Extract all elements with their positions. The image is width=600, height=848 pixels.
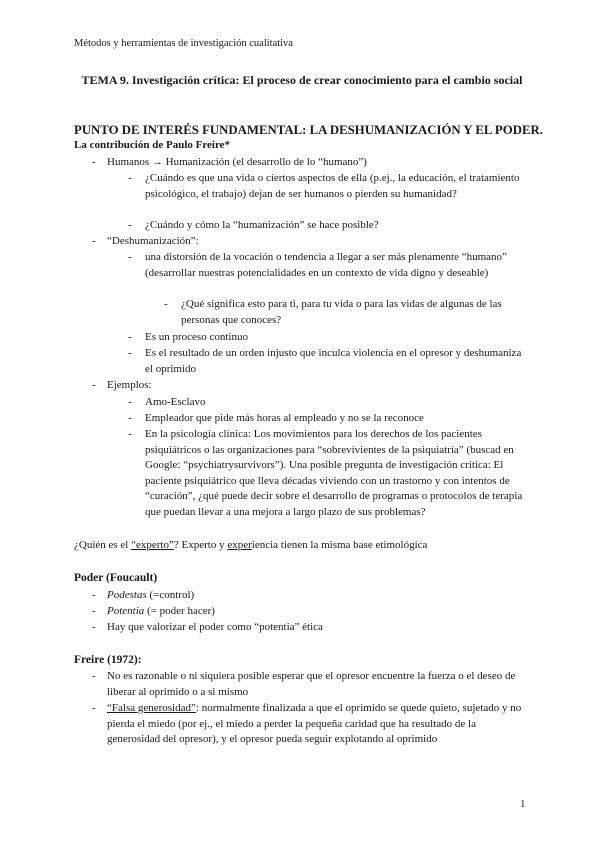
podestas-word: Podestas bbox=[107, 589, 147, 601]
freire-subheading: La contribución de Paulo Freire* bbox=[74, 139, 231, 151]
list-item: Empleador que pide más horas al empleado y no se la reconoce bbox=[145, 412, 424, 424]
list-item: Ejemplos: bbox=[107, 379, 152, 391]
podestas-gloss: (=control) bbox=[146, 589, 195, 601]
bullet-dash: - bbox=[128, 428, 132, 440]
freire-heading: Freire (1972): bbox=[74, 654, 142, 666]
bullet-dash: - bbox=[92, 235, 96, 247]
list-item: Humanos → Humanización (el desarrollo de lo “humano”) bbox=[107, 156, 367, 168]
poder-heading: Poder (Foucault) bbox=[74, 572, 158, 584]
list-item: En la psicología clínica: Los movimientos para los derechos de los pacientes psiquiátricos o las organizaciones para “sobrevivientes de la psiquiatría” (buscad en Google: “psychiatrysurvivors”). Una posible pregunta de investigación crítica: El paciente psiquiátrico que lleva décadas viviendo con un trastorno y con intentos de “curación”, ¿qué puede decir sobre el desarrollo de programas o protocolos de terapia que puedan llevar a una mejora a largo plazo de sus problemas? bbox=[145, 428, 523, 518]
bullet-dash: - bbox=[92, 589, 96, 601]
running-header: Métodos y herramientas de investigación cualitativa bbox=[74, 38, 293, 49]
bullet-dash: - bbox=[92, 621, 96, 633]
bullet-dash: - bbox=[128, 347, 132, 359]
page-title: TEMA 9. Investigación crítica: El proceso de crear conocimiento para el cambio social bbox=[81, 73, 523, 87]
list-item bbox=[107, 604, 537, 620]
list-item bbox=[107, 701, 527, 748]
potentia-gloss: (= poder hacer) bbox=[144, 605, 215, 617]
list-item: Es el resultado de un orden injusto que inculca violencia en el opresor y deshumaniza el oprimido bbox=[145, 347, 522, 375]
falsa-generosidad: “Falsa generosidad” bbox=[107, 702, 196, 714]
bullet-dash: - bbox=[92, 156, 96, 168]
experto-text: ¿Quién es el bbox=[74, 539, 129, 551]
bullet-dash: - bbox=[128, 396, 132, 408]
list-item: ¿Cuándo es que una vida o ciertos aspectos de ella (p.ej., la educación, el tratamiento psicológico, el trabajo) dejan de ser humanos o pierden su humanidad? bbox=[145, 172, 520, 200]
bullet-dash: - bbox=[128, 251, 132, 263]
experto-text: ? Experto y bbox=[173, 539, 225, 551]
list-item: ¿Cuándo y cómo la “humanización” se hace posible? bbox=[145, 219, 379, 231]
bullet-dash: - bbox=[128, 172, 132, 184]
list-item: Amo-Esclavo bbox=[145, 396, 206, 408]
list-item: No es razonable o ni siquiera posible esperar que el opresor encuentre la fuerza o el deseo de liberar al oprimido o a si mismo bbox=[107, 670, 516, 698]
bullet-dash: - bbox=[128, 219, 132, 231]
experiencia-word: exper bbox=[227, 539, 252, 551]
potentia-word: Potentia bbox=[107, 605, 145, 617]
bullet-dash: - bbox=[164, 298, 168, 310]
page-number: 1 bbox=[520, 798, 526, 810]
bullet-dash: - bbox=[128, 412, 132, 424]
list-item: una distorsión de la vocación o tendencia a llegar a ser más plenamente “humano” (desarrollar nuestras potencialidades en un contexto de vida digno y deseable) bbox=[145, 251, 507, 279]
experto-word: “experto” bbox=[131, 539, 174, 551]
list-item bbox=[107, 588, 537, 604]
list-item: ¿Qué significa esto para ti, para tu vida o para las vidas de algunas de las personas que conoces? bbox=[181, 298, 502, 326]
falsa-generosidad-desc: : normalmente finalizada a que el oprimido se quede quieto, sujetado y no pierda el miedo (por ej., el miedo a perder la pequeña caridad que ha resultado de la generosidad del opresor), y el opresor pueda seguir explotando al oprimido bbox=[107, 702, 522, 745]
bullet-dash: - bbox=[92, 379, 96, 391]
experto-line bbox=[74, 538, 544, 554]
bullet-dash: - bbox=[92, 702, 96, 714]
bullet-dash: - bbox=[92, 670, 96, 682]
section-title: PUNTO DE INTERÉS FUNDAMENTAL: LA DESHUMANIZACIÓN Y EL PODER. bbox=[74, 123, 543, 137]
experto-text: iencia tienen la misma base etimológica bbox=[251, 539, 428, 551]
bullet-dash: - bbox=[128, 331, 132, 343]
list-item: Es un proceso continuo bbox=[145, 331, 248, 343]
list-item: Hay que valorizar el poder como “potentia” ética bbox=[107, 621, 323, 633]
bullet-dash: - bbox=[92, 605, 96, 617]
list-item: “Deshumanización”: bbox=[107, 235, 199, 247]
